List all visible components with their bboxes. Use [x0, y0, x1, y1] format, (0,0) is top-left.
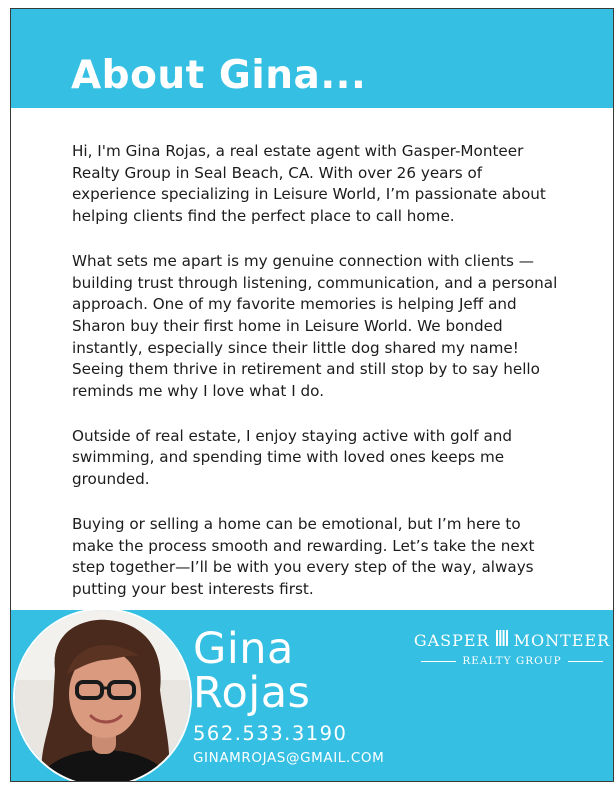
- logo-wordmark: [415, 630, 609, 650]
- agent-email[interactable]: GINAMROJAS@GMAIL.COM: [193, 750, 385, 766]
- portrait-image: [15, 610, 190, 782]
- logo-subtitle-row: [415, 655, 609, 667]
- page-title: About Gina...: [71, 53, 367, 98]
- logo-name-left: GASPER: [413, 630, 490, 650]
- contact-footer: [11, 610, 613, 781]
- agent-phone[interactable]: 562.533.3190: [193, 722, 348, 745]
- logo-divider-right: [568, 661, 603, 662]
- flyer-page: [10, 8, 614, 782]
- brokerage-logo: [415, 630, 609, 678]
- logo-divider-left: [421, 661, 456, 662]
- logo-subtitle: REALTY GROUP: [462, 655, 562, 667]
- agent-last-name: Rojas: [193, 668, 311, 718]
- paragraph-intro: Hi, I'm Gina Rojas, a real estate agent with Gasper-Monteer Realty Group in Seal Beach, CA. With over 26 years of experience specializing in Leisure World, I’m passionate about helping clients find the perfect place to call home.: [72, 142, 546, 226]
- paragraph-approach: What sets me apart is my genuine connection with clients —building trust through listening, communication, and a personal approach. One of my favorite memories is helping Jeff and Sharon buy their first home in Leisure World. We bonded instantly, especially since their little dog shared my name! Seeing them thrive in retirement and still stop by to say hello reminds me why I love what I do.: [72, 251, 558, 401]
- building-columns-icon: [496, 630, 508, 650]
- paragraph-closing: Buying or selling a home can be emotional, but I’m here to make the process smooth and rewarding. Let’s take the next step together—I’ll be with you every step of the way, always putting your best interests first.: [72, 514, 535, 598]
- agent-first-name: Gina: [193, 624, 294, 674]
- about-body: [72, 141, 562, 624]
- agent-photo: [13, 608, 192, 782]
- logo-name-right: MONTEER: [513, 630, 611, 650]
- header-banner: [11, 9, 613, 108]
- paragraph-hobbies: Outside of real estate, I enjoy staying active with golf and swimming, and spending time with loved ones keeps me grounded.: [72, 426, 513, 489]
